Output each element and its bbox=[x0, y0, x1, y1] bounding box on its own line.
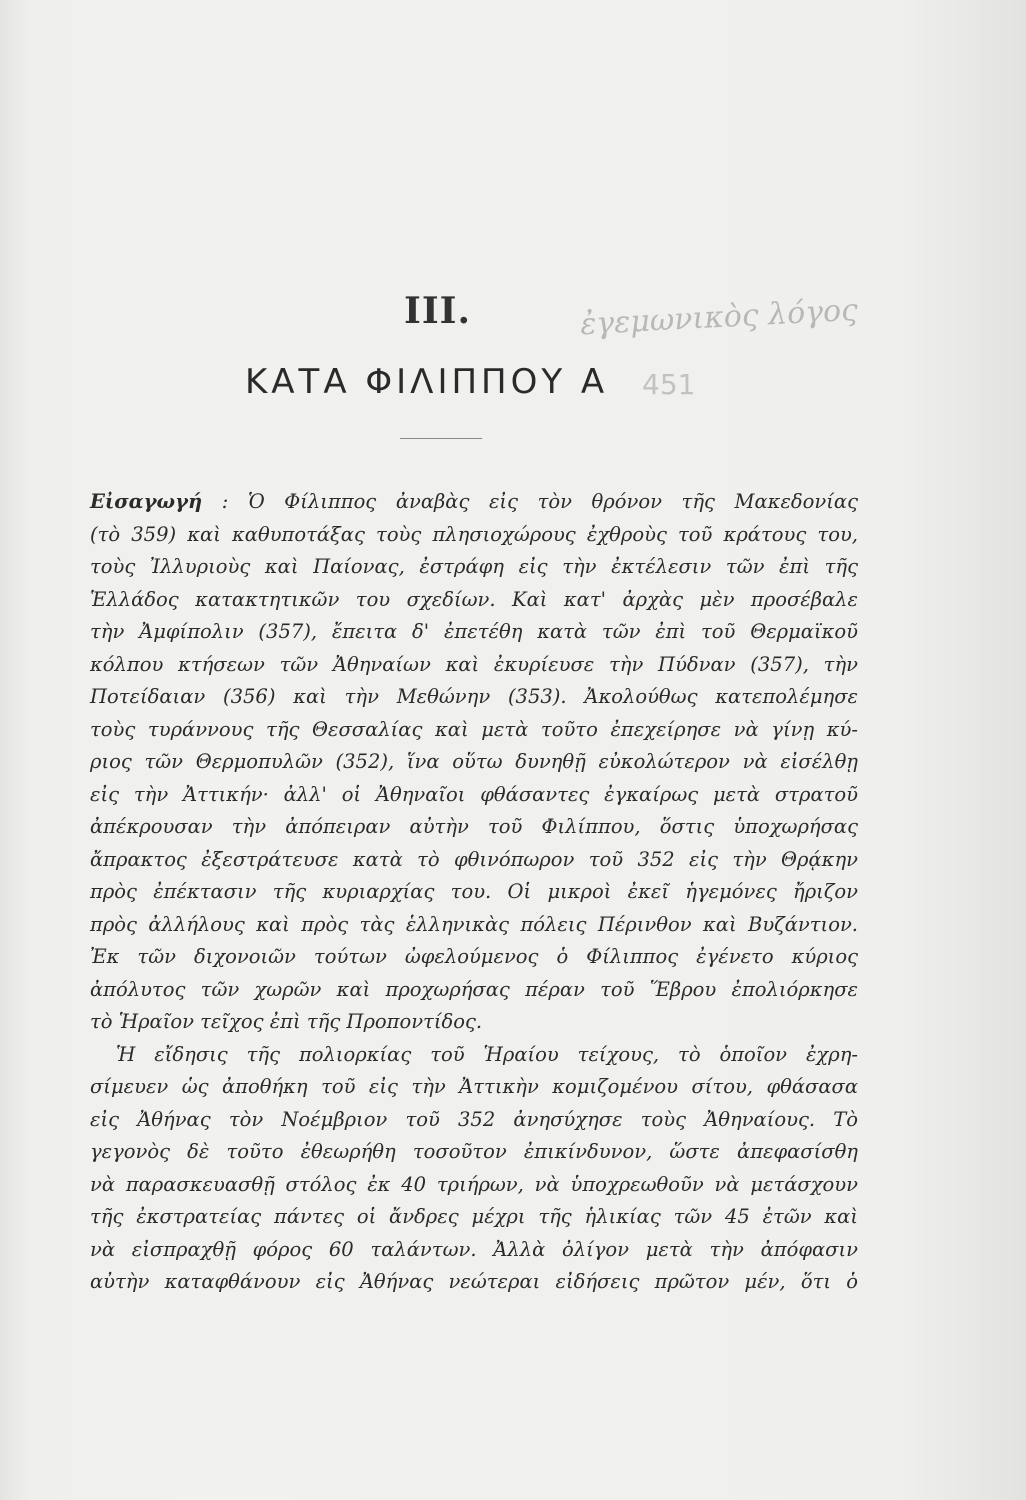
text-line: πρὸς ἀλλήλους καὶ πρὸς τὰς ἑλληνικὰς πόλεις Πέρινθον καὶ Βυζάντιον. bbox=[90, 912, 858, 936]
chapter-number: III. bbox=[404, 290, 472, 332]
text-line: τοὺς τυράννους τῆς Θεσσαλίας καὶ μετὰ τοῦτο ἐπεχείρησε νὰ γίνῃ κύ- bbox=[90, 717, 858, 741]
text-line: κόλπου κτήσεων τῶν Ἀθηναίων καὶ ἐκυρίευσε τὴν Πύδναν (357), τὴν bbox=[90, 652, 858, 676]
text-line: ριος τῶν Θερμοπυλῶν (352), ἵνα οὕτω δυνηθῇ εὐκολώτερον νὰ εἰσέλθῃ bbox=[90, 750, 858, 773]
title-divider bbox=[400, 438, 482, 439]
text-line: τοὺς Ἰλλυριοὺς καὶ Παίονας, ἐστράφη εἰς τὴν ἐκτέλεσιν τῶν ἐπὶ τῆς bbox=[90, 555, 858, 578]
text-line: σίμευεν ὡς ἀποθήκη τοῦ εἰς τὴν Ἀττικὴν κομιζομένου σίτου, φθάσασα bbox=[90, 1075, 858, 1098]
text-line: (τὸ 359) καὶ καθυποτάξας τοὺς πλησιοχώρους ἐχθροὺς τοῦ κράτους του, bbox=[90, 522, 858, 546]
text-line: ἀπόλυτος τῶν χωρῶν καὶ προχωρήσας πέραν τοῦ Ἕβρου ἐπολιόρκησε bbox=[90, 977, 858, 1001]
text-line: τὴν Ἀμφίπολιν (357), ἔπειτα δ' ἐπετέθη κατὰ τῶν ἐπὶ τοῦ Θερμαϊκοῦ bbox=[90, 620, 858, 643]
text-line: Ἡ εἴδησις τῆς πολιορκίας τοῦ Ἡραίου τείχους, τὸ ὁποῖον ἐχρη- bbox=[116, 1042, 858, 1066]
text-line-content: : Ὁ Φίλιππος ἀναβὰς εἰς τὸν θρόνον τῆς Μακεδονίας bbox=[221, 490, 858, 513]
text-line: Ἐκ τῶν διχονοιῶν τούτων ὠφελούμενος ὁ Φίλιππος ἐγένετο κύριος bbox=[90, 945, 858, 968]
text-line: νὰ παρασκευασθῇ στόλος ἐκ 40 τριήρων, νὰ ὑποχρεωθοῦν νὰ μετάσχουν bbox=[90, 1172, 858, 1196]
chapter-title: ΚΑΤΑ ΦΙΛΙΠΠΟΥ Α bbox=[245, 362, 609, 402]
text-line: εἰς τὴν Ἀττικήν· ἀλλ' οἱ Ἀθηναῖοι φθάσαντες ἐγκαίρως μετὰ στρατοῦ bbox=[90, 782, 858, 806]
intro-heading: Εἰσαγωγή bbox=[90, 490, 203, 513]
text-line: τῆς ἐκστρατείας πάντες οἱ ἄνδρες μέχρι τῆς ἡλικίας τῶν 45 ἐτῶν καὶ bbox=[90, 1205, 858, 1228]
text-line: εἰς Ἀθήνας τὸν Νοέμβριον τοῦ 352 ἀνησύχησε τοὺς Ἀθηναίους. Τὸ bbox=[90, 1107, 858, 1131]
text-line: ἀπέκρουσαν τὴν ἀπόπειραν αὐτὴν τοῦ Φιλίππου, ὅστις ὑποχωρήσας bbox=[90, 815, 858, 838]
handwritten-title-note: 451 bbox=[642, 368, 696, 401]
text-line: Ποτείδαιαν (356) καὶ τὴν Μεθώνην (353). Ἀκολούθως κατεπολέμησε bbox=[90, 685, 858, 708]
text-line: τὸ Ἡραῖον τεῖχος ἐπὶ τῆς Προποντίδος. bbox=[90, 1010, 483, 1033]
handwritten-margin-note: ἐγεμωνικὸς λόγος bbox=[579, 292, 859, 343]
text-line: πρὸς ἐπέκτασιν τῆς κυριαρχίας του. Οἱ μικροὶ ἐκεῖ ἡγεμόνες ἤριζον bbox=[90, 880, 858, 903]
text-line: γεγονὸς δὲ τοῦτο ἐθεωρήθη τοσοῦτον ἐπικίνδυνον, ὥστε ἀπεφασίσθη bbox=[90, 1140, 858, 1163]
text-line: ἄπρακτος ἐξεστράτευσε κατὰ τὸ φθινόπωρον τοῦ 352 εἰς τὴν Θρᾴκην bbox=[90, 847, 858, 871]
text-line: αὐτὴν καταφθάνουν εἰς Ἀθήνας νεώτεραι εἰδήσεις πρῶτον μέν, ὅτι ὁ bbox=[90, 1270, 858, 1293]
intro-text bbox=[90, 486, 858, 1299]
text-line bbox=[90, 486, 858, 519]
text-line: νὰ εἰσπραχθῇ φόρος 60 ταλάντων. Ἀλλὰ ὀλίγον μετὰ τὴν ἀπόφασιν bbox=[90, 1237, 858, 1261]
text-line: Ἑλλάδος κατακτητικῶν του σχεδίων. Καὶ κατ' ἀρχὰς μὲν προσέβαλε bbox=[90, 587, 858, 611]
